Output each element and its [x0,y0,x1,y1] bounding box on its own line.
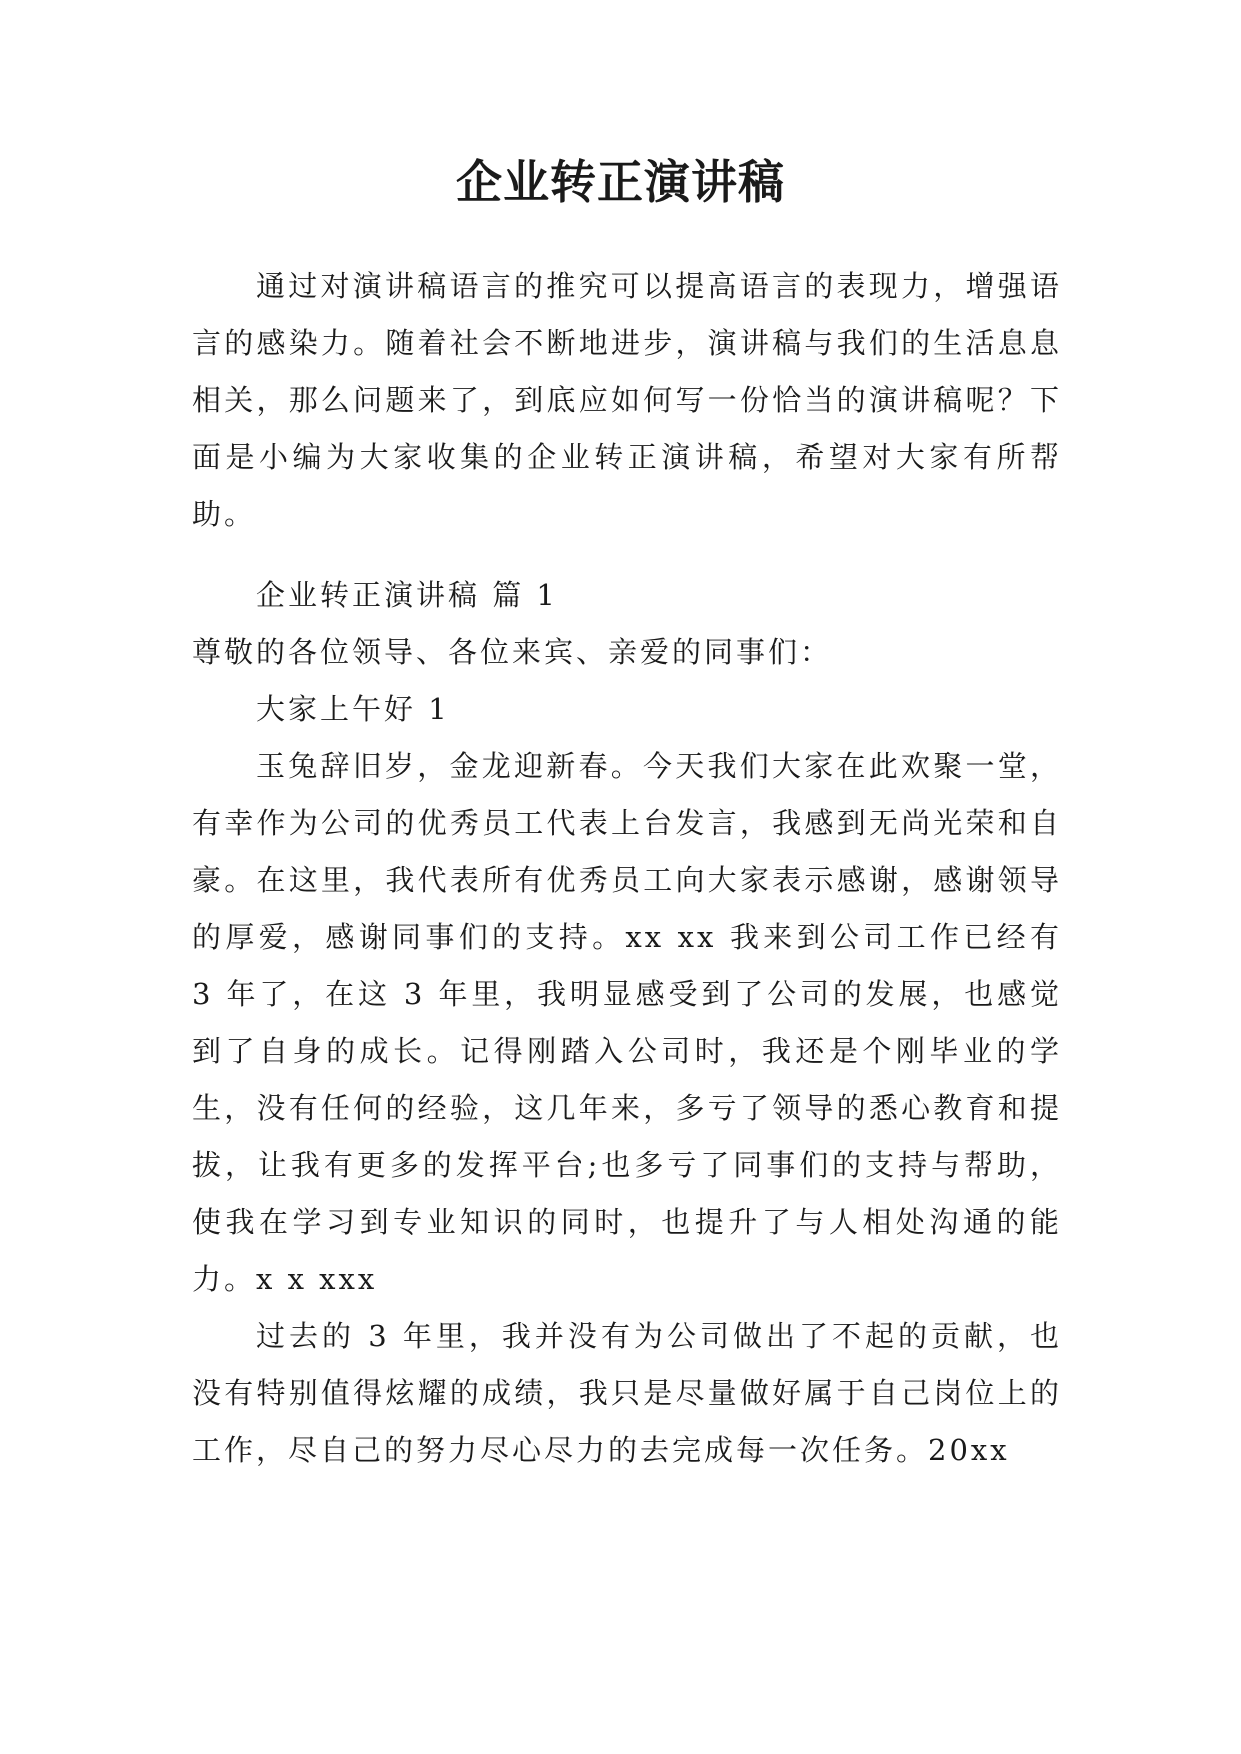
salutation: 尊敬的各位领导、各位来宾、亲爱的同事们： [192,635,833,669]
speech-paragraph-1: 玉兔辞旧岁，金龙迎新春。今天我们大家在此欢聚一堂，有幸作为公司的优秀员工代表上台发言，我感到无尚光荣和自豪。在这里，我代表所有优秀员工向大家表示感谢，感谢领导的厚爱，感谢同事们的支持。xx xx 我来到公司工作已经有 3 年了，在这 3 年里，我明显感受到了公司的发展，也感觉到了自身的成长。记得刚踏入公司时，我还是个刚毕业的学生，没有任何的经验，这几年来，多亏了领导的悉心教育和提拔，让我有更多的发挥平台;也多亏了同事们的支持与帮助，使我在学习到专业知识的同时，也提升了与人相处沟通的能力。x x xxx [192,749,1062,1296]
intro-paragraph: 通过对演讲稿语言的推究可以提高语言的表现力，增强语言的感染力。随着社会不断地进步，演讲稿与我们的生活息息相关，那么问题来了，到底应如何写一份恰当的演讲稿呢？下面是小编为大家收集的企业转正演讲稿，希望对大家有所帮助。 [192,269,1062,531]
speech-paragraph-2: 过去的 3 年里，我并没有为公司做出了不起的贡献，也没有特别值得炫耀的成绩，我只是尽量做好属于自己岗位上的工作，尽自己的努力尽心尽力的去完成每一次任务。20xx [192,1319,1062,1467]
speech-body [192,567,1062,1479]
intro-block [192,258,1062,543]
document-title: 企业转正演讲稿 [456,155,785,209]
section-heading: 企业转正演讲稿 篇 1 [256,578,558,612]
greeting: 大家上午好 1 [256,692,450,726]
